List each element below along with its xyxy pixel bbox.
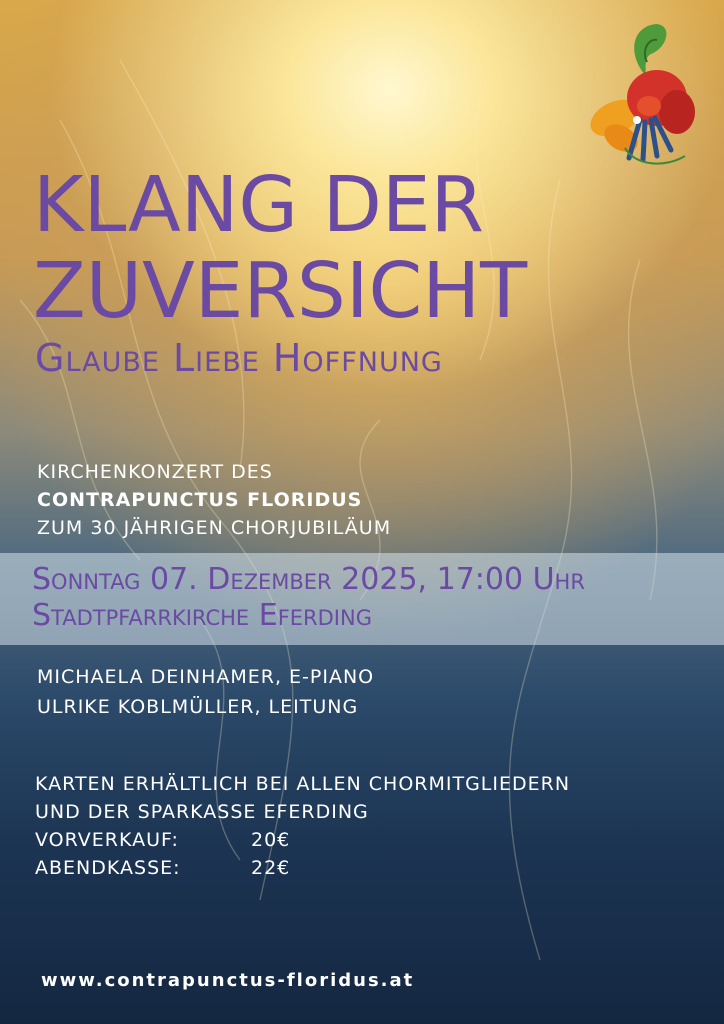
ticket-line-1: KARTEN ERHÄLTLICH BEI ALLEN CHORMITGLIEDERN xyxy=(35,773,571,795)
door-row xyxy=(35,854,570,882)
event-details xyxy=(32,562,585,634)
title-line-1: KLANG DER xyxy=(33,161,485,250)
event-date-time: Sonntag 07. Dezember 2025, 17:00 Uhr xyxy=(32,562,585,597)
performer-piano: MICHAELA DEINHAMER, E-PIANO xyxy=(37,666,375,688)
presale-row xyxy=(35,826,570,854)
performers-list xyxy=(37,662,374,722)
concert-intro xyxy=(37,458,391,542)
door-label: ABENDKASSE: xyxy=(35,857,181,879)
event-title xyxy=(33,163,713,335)
flower-logo xyxy=(585,20,705,170)
door-price: 22€ xyxy=(251,857,291,879)
event-location: Stadtpfarrkirche Eferding xyxy=(32,598,372,633)
event-subtitle: Glaube Liebe Hoffnung xyxy=(35,336,443,380)
ticket-line-2: UND DER SPARKASSE EFERDING xyxy=(35,801,369,823)
intro-line-1: KIRCHENKONZERT DES xyxy=(37,461,273,483)
title-line-2: ZUVERSICHT xyxy=(33,247,528,336)
presale-price: 20€ xyxy=(251,829,291,851)
website-link[interactable]: www.contrapunctus-floridus.at xyxy=(41,970,415,991)
presale-label: VORVERKAUF: xyxy=(35,829,179,851)
intro-line-3: ZUM 30 JÄHRIGEN CHORJUBILÄUM xyxy=(37,517,392,539)
performer-conductor: ULRIKE KOBLMÜLLER, LEITUNG xyxy=(37,696,359,718)
ticket-info xyxy=(35,770,570,882)
choir-name: CONTRAPUNCTUS FLORIDUS xyxy=(37,489,363,511)
